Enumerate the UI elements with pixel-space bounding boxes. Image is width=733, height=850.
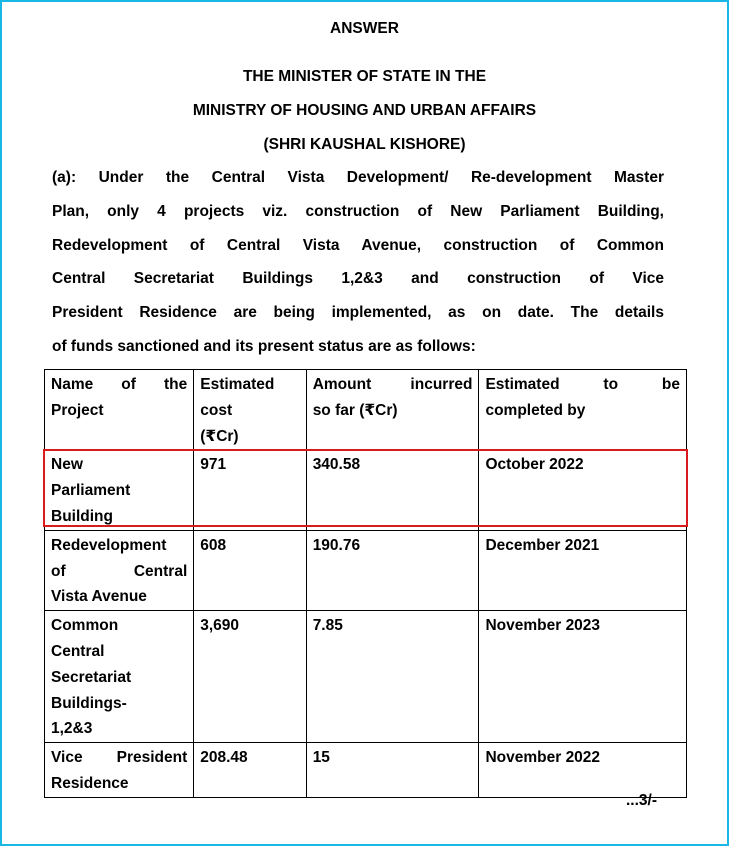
funds-table — [44, 369, 687, 798]
project-name-cell — [45, 530, 194, 610]
header-text: Estimated to be — [485, 376, 680, 393]
table-row — [45, 611, 687, 743]
table-row — [45, 743, 687, 798]
paragraph-line: Central Secretariat Buildings 1,2&3 and construction of Vice — [52, 270, 664, 288]
header-amount-incurred — [306, 370, 479, 450]
header-estimated-cost — [194, 370, 306, 450]
estimated-cost-cell: 208.48 — [194, 743, 306, 798]
header-text: Amount incurred — [312, 376, 473, 393]
paragraph-line: President Residence are being implemented, as on date. The details — [52, 304, 664, 322]
project-name-cell — [45, 611, 194, 743]
estimated-cost-cell: 971 — [194, 450, 306, 530]
answer-paragraph — [52, 161, 664, 364]
completion-date-cell: November 2023 — [479, 611, 687, 743]
header-text: Project — [51, 401, 104, 419]
amount-incurred-cell: 340.58 — [306, 450, 479, 530]
completion-date-cell: November 2022 — [479, 743, 687, 798]
cell-text: Redevelopment — [51, 536, 167, 554]
paragraph-line: (a): Under the Central Vista Development/ Re-development Master — [52, 169, 664, 186]
page-continuation-marker: ...3/- — [625, 792, 657, 809]
completion-date-cell: December 2021 — [479, 530, 687, 610]
estimated-cost-cell: 3,690 — [194, 611, 306, 743]
cell-text: Common — [51, 617, 119, 635]
header-completion-date — [479, 370, 687, 450]
header-text: (₹Cr) — [200, 427, 239, 445]
answer-heading: ANSWER — [330, 20, 399, 37]
header-project-name — [45, 370, 194, 450]
cell-text: Buildings- — [51, 694, 127, 712]
cell-text: Central — [51, 642, 105, 660]
cell-text: 1,2&3 — [51, 720, 93, 738]
cell-text: Parliament — [51, 482, 131, 500]
paragraph-line: Plan, only 4 projects viz. construction of New Parliament Building, — [52, 202, 664, 220]
project-name-cell — [45, 743, 194, 798]
table-row — [45, 450, 687, 530]
paragraph-line: Redevelopment of Central Vista Avenue, construction of Common — [52, 236, 664, 254]
completion-date-cell: October 2022 — [479, 450, 687, 530]
cell-text: Vice President — [51, 749, 188, 767]
minister-name: (SHRI KAUSHAL KISHORE) — [263, 136, 466, 153]
table-row — [45, 530, 687, 610]
amount-incurred-cell: 7.85 — [306, 611, 479, 743]
minister-title: THE MINISTER OF STATE IN THE — [242, 68, 487, 85]
amount-incurred-cell: 190.76 — [306, 530, 479, 610]
header-text: Estimated — [200, 376, 275, 393]
header-text: completed by — [485, 401, 586, 419]
header-text: cost — [200, 401, 233, 419]
estimated-cost-cell: 608 — [194, 530, 306, 610]
cell-text: New — [51, 456, 83, 474]
ministry-name: MINISTRY OF HOUSING AND URBAN AFFAIRS — [192, 102, 537, 119]
cell-text: of Central — [51, 562, 188, 580]
cell-text: Secretariat — [51, 668, 132, 686]
table-header-row — [45, 370, 687, 450]
paragraph-line: of funds sanctioned and its present status are as follows: — [52, 337, 476, 355]
cell-text: Building — [51, 507, 113, 525]
header-text: so far (₹Cr) — [312, 401, 398, 419]
cell-text: Residence — [51, 774, 129, 792]
amount-incurred-cell: 15 — [306, 743, 479, 798]
cell-text: Vista Avenue — [51, 588, 147, 606]
project-name-cell — [45, 450, 194, 530]
header-text: Name of the — [51, 376, 188, 393]
